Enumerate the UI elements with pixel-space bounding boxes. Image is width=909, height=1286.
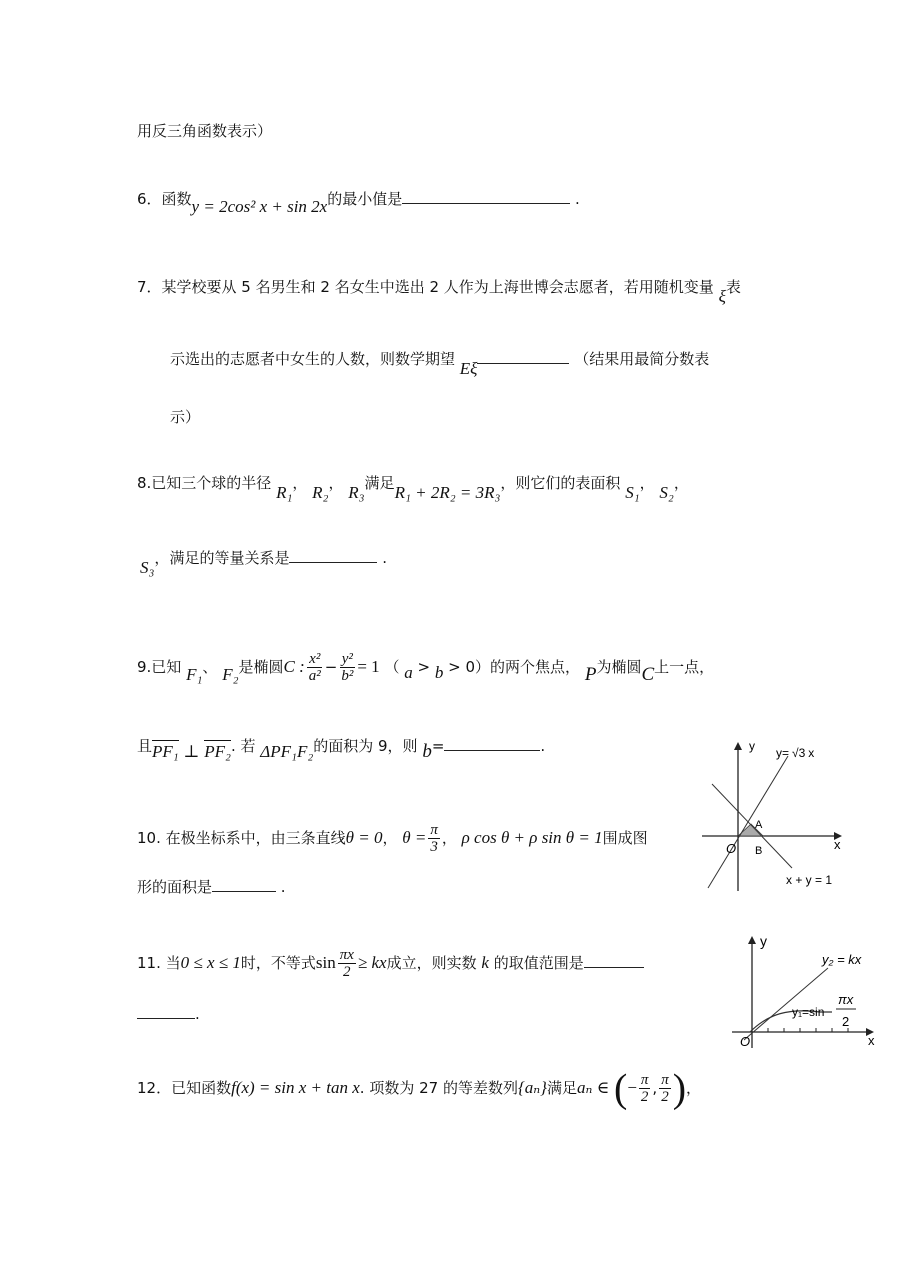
q9-eq-c: C : bbox=[283, 657, 305, 676]
q12-mid: . 项数为 27 的等差数列 bbox=[359, 1079, 518, 1097]
q9-eq-one: = 1 bbox=[357, 657, 380, 676]
q11-range: 0 ≤ x ≤ 1 bbox=[180, 953, 241, 972]
q9-point-on: 为椭圆 bbox=[596, 658, 642, 676]
q11-y-arrow bbox=[748, 936, 756, 944]
q12-pi-left: π bbox=[640, 1072, 649, 1088]
q10-three: 3 bbox=[430, 839, 438, 855]
q12-paren-close: ) bbox=[672, 1065, 687, 1111]
q11-sin: sin bbox=[315, 953, 336, 972]
q10-answer-blank bbox=[212, 877, 276, 892]
question-12: 12．已知函数f(x) = sin x + tan x. 项数为 27 的等差数列{aₙ}满足aₙ ∈ (− $\frac{\pi}{2}$ , $\frac{\pi}{2}$ )， bbox=[137, 1065, 702, 1111]
q10-comma2: ， bbox=[441, 829, 457, 847]
q11-y1-den: 2 bbox=[842, 1014, 850, 1029]
q6-answer-blank bbox=[402, 189, 570, 204]
q7-line2-tail: （结果用最简分数表 bbox=[574, 350, 710, 368]
q11-graph bbox=[728, 928, 878, 1052]
q12-function: f(x) = sin x + tan x bbox=[231, 1078, 360, 1097]
q10-line2-label: x + y = 1 bbox=[786, 873, 833, 887]
q9-f1: F₁ bbox=[186, 665, 203, 684]
q9-perp: ⊥ bbox=[183, 742, 200, 761]
q11-origin: O bbox=[740, 1034, 751, 1049]
question-7-line3: 示） bbox=[170, 408, 201, 426]
q9-p: P bbox=[584, 664, 597, 685]
q11-tail: 的取值范围是 bbox=[493, 954, 584, 972]
q8-r1: R₁ bbox=[276, 483, 293, 502]
q8-s2: S₂ bbox=[659, 483, 674, 502]
q8-s1: S₁ bbox=[625, 483, 640, 502]
q9-sep: 、 bbox=[202, 658, 218, 676]
q11-when: 时，不等式 bbox=[240, 954, 316, 972]
q10-line1-suffix: x bbox=[808, 746, 815, 760]
question-8-line1: 8.已知三个球的半径 R₁， R₂， R₃满足R₁ + 2R₂ = 3R₃，则它们的表面积 S₁， S₂， bbox=[137, 474, 689, 502]
q10-point-a: A bbox=[755, 819, 763, 831]
q8-tail: 满足的等量关系是 bbox=[169, 549, 290, 567]
q10-theta0: θ = 0 bbox=[345, 828, 383, 847]
q8-mid: ，则它们的表面积 bbox=[500, 474, 621, 492]
q10-tail: 围成图 bbox=[602, 829, 648, 847]
question-11-line1 bbox=[137, 943, 644, 983]
q11-holds: 成立，则实数 bbox=[386, 954, 477, 972]
q7-xi: ξ bbox=[718, 287, 726, 306]
question-7-line2 bbox=[170, 349, 710, 378]
q11-y2-label: y₂ = kx bbox=[822, 952, 862, 967]
q12-neg: − bbox=[627, 1078, 637, 1097]
q10-point-b: B bbox=[755, 845, 763, 857]
q9-cond-open: （ bbox=[384, 658, 400, 676]
q9-vec-pf2: PF₂ bbox=[204, 742, 231, 761]
q12-frac-left bbox=[639, 1072, 651, 1105]
q12-lead: 12．已知函数 bbox=[137, 1079, 232, 1097]
q9-c: C bbox=[641, 664, 655, 685]
q10-line1-label bbox=[776, 746, 814, 760]
q7-expectation: Eξ bbox=[459, 359, 478, 378]
q11-k: k bbox=[481, 953, 489, 972]
q11-answer-blank-1 bbox=[584, 953, 644, 968]
q9-f2: F₂ bbox=[222, 665, 239, 684]
q9-dot: . bbox=[540, 737, 546, 755]
q9-eq: = bbox=[431, 737, 445, 755]
q11-y1-label: y₁=sin bbox=[792, 1005, 825, 1019]
q12-sequence: {aₙ} bbox=[517, 1078, 547, 1097]
q9-vec-pf1: PF₁ bbox=[152, 742, 179, 761]
q6-formula: y = 2cos² x + sin 2x bbox=[191, 197, 328, 216]
q9-if: . 若 bbox=[230, 737, 256, 755]
question-8-line2: S₃，满足的等量关系是 . bbox=[140, 549, 387, 577]
q7-line1-end: 表 bbox=[725, 278, 741, 296]
q9-b2: b² bbox=[341, 668, 354, 684]
q11-two: 2 bbox=[343, 964, 351, 980]
question-10-line1 bbox=[137, 820, 648, 856]
q10-y-label: y bbox=[749, 739, 755, 753]
q12-comma: ， bbox=[686, 1079, 702, 1097]
q6-tail: 的最小值是 bbox=[327, 190, 403, 208]
q6-lead: 6．函数 bbox=[137, 190, 192, 208]
q8-r3: R₃ bbox=[348, 483, 365, 502]
q11-x-label: x bbox=[868, 1033, 875, 1048]
q12-paren-open: ( bbox=[613, 1065, 628, 1111]
q7-line1-text: 7．某学校要从 5 名男生和 2 名女生中选出 2 人作为上海世博会志愿者，若用随机变量 bbox=[137, 278, 714, 296]
q11-ge: ≥ kx bbox=[357, 953, 387, 972]
q8-relation: R₁ + 2R₂ = 3R₃ bbox=[394, 483, 501, 502]
q9-a: a bbox=[404, 663, 413, 682]
q9-bvar: b bbox=[422, 741, 432, 762]
q10-pi: π bbox=[430, 822, 438, 838]
q9-area: 的面积为 9，则 bbox=[313, 737, 418, 755]
q10-origin: O bbox=[726, 841, 737, 856]
q10-theta-lhs: θ = bbox=[402, 828, 427, 847]
q11-y-label: y bbox=[760, 933, 767, 949]
question-9-line1: 9.已知 F₁、 F₂是椭圆C : $\frac{\text{x²}}{\text{a²}}$ − $\frac{\text{y²}}{\text{b²}}$ = 1 （ a > b > 0）的两个焦点， P为椭圆C上一点， bbox=[137, 651, 715, 685]
q10-line1-prefix: y= bbox=[776, 746, 790, 760]
q11-lead: 11. 当 bbox=[137, 954, 181, 972]
q11-y1-num: πx bbox=[838, 992, 854, 1007]
q7-line2-text: 示选出的志愿者中女生的人数，则数学期望 bbox=[170, 350, 456, 368]
q9-x2: x² bbox=[309, 651, 321, 667]
q8-answer-blank bbox=[289, 548, 377, 563]
q12-an: aₙ ∈ bbox=[576, 1078, 610, 1097]
q8-r2: R₂ bbox=[312, 483, 329, 502]
q9-triangle: ΔPF₁F₂ bbox=[260, 742, 314, 761]
q12-two-right: 2 bbox=[661, 1089, 669, 1105]
q12-two-left: 2 bbox=[640, 1089, 649, 1105]
q9-gt: > bbox=[417, 658, 431, 676]
q8-lead: 8.已知三个球的半径 bbox=[137, 474, 272, 492]
q12-frac-right bbox=[659, 1072, 671, 1105]
question-10-line2: 形的面积是 . bbox=[137, 878, 286, 896]
q9-is-ellipse: 是椭圆 bbox=[238, 658, 284, 676]
q9-y2: y² bbox=[341, 651, 353, 667]
q10-line2-text: 形的面积是 bbox=[137, 878, 213, 896]
q10-graph bbox=[700, 736, 850, 896]
q11-answer-blank-2 bbox=[137, 1004, 195, 1019]
q10-line-x-plus-y bbox=[712, 784, 792, 868]
q9-b: b bbox=[434, 663, 444, 682]
q9-l2-lead: 且 bbox=[137, 737, 153, 755]
q10-frac-pi3 bbox=[428, 822, 440, 855]
q11-line-kx bbox=[744, 968, 828, 1040]
q10-lead: 10. 在极坐标系中，由三条直线 bbox=[137, 829, 346, 847]
q11-pix: πx bbox=[339, 947, 354, 963]
q11-frac bbox=[338, 947, 356, 980]
q10-y-arrow bbox=[734, 742, 742, 750]
q10-line1-root: √3 bbox=[792, 746, 806, 760]
q9-a2: a² bbox=[308, 668, 321, 684]
question-9-line2 bbox=[137, 730, 545, 762]
question-7-line1 bbox=[137, 277, 741, 306]
q10-comma1: ， bbox=[382, 829, 398, 847]
q8-s3: S₃ bbox=[140, 558, 155, 577]
q8-satisfy: 满足 bbox=[364, 474, 395, 492]
question-6: 6．函数y = 2cos² x + sin 2x的最小值是 . bbox=[137, 190, 580, 216]
q10-line3: ρ cos θ + ρ sin θ = 1 bbox=[461, 828, 603, 847]
q10-x-label: x bbox=[834, 837, 841, 852]
q9-lead: 9.已知 bbox=[137, 658, 182, 676]
q9-on-point: 上一点， bbox=[654, 658, 715, 676]
q9-answer-blank bbox=[444, 736, 540, 751]
question-11-line2: . bbox=[137, 1004, 200, 1024]
q12-satisfy: 满足 bbox=[546, 1079, 577, 1097]
q12-pi-right: π bbox=[661, 1072, 669, 1088]
q7-answer-blank bbox=[477, 349, 569, 364]
q9-frac-y bbox=[339, 651, 355, 684]
intro-text: 用反三角函数表示） bbox=[137, 122, 273, 140]
q9-cond-close: > 0）的两个焦点， bbox=[448, 658, 581, 676]
q9-frac-x bbox=[307, 651, 323, 684]
